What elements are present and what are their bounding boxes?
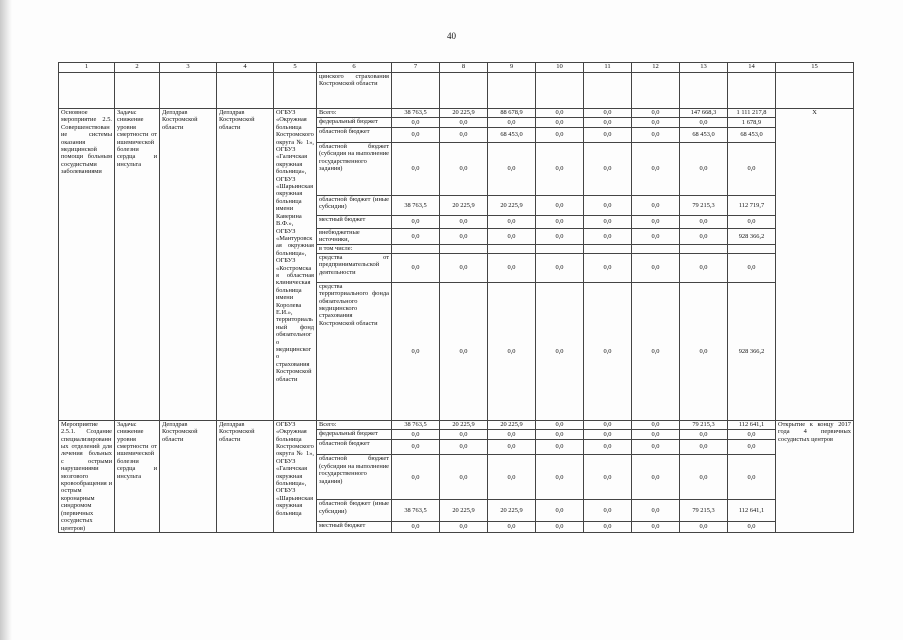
amount-cell: 0,0 [584,439,632,455]
amount-cell: 0,0 [488,253,536,282]
amount-cell: 0,0 [728,430,776,439]
amount-cell [728,244,776,253]
funding-source-cell: в том числе: [317,244,392,253]
amount-cell: 0,0 [632,128,680,143]
funding-source-cell: цинского страхования Костромской области [317,73,392,109]
amount-cell: 0,0 [392,216,440,229]
amount-cell: 0,0 [584,500,632,522]
amount-cell: 1 678,9 [728,118,776,128]
amount-cell: 0,0 [632,196,680,216]
amount-cell: 0,0 [584,128,632,143]
amount-cell: 0,0 [488,455,536,500]
amount-cell: 0,0 [584,430,632,439]
amount-cell: 147 668,3 [680,109,728,118]
amount-cell: 928 366,2 [728,229,776,245]
amount-cell: 0,0 [440,253,488,282]
amount-cell: 0,0 [632,118,680,128]
amount-cell: 0,0 [536,118,584,128]
amount-cell: 112 641,1 [728,420,776,429]
amount-cell: 0,0 [632,253,680,282]
amount-cell: 0,0 [632,109,680,118]
header-cell: 3 [160,63,217,73]
amount-cell: 0,0 [440,455,488,500]
amount-cell: 0,0 [392,522,440,533]
header-cell: 10 [536,63,584,73]
amount-cell: 0,0 [584,143,632,196]
amount-cell: 0,0 [392,282,440,420]
header-cell: 11 [584,63,632,73]
amount-cell: 0,0 [632,420,680,429]
funding-source-cell: внебюджетные источники, [317,229,392,245]
amount-cell: 0,0 [440,118,488,128]
amount-cell: 0,0 [392,229,440,245]
cell [274,73,317,109]
amount-cell: 0,0 [632,143,680,196]
amount-cell [392,244,440,253]
amount-cell: 0,0 [680,143,728,196]
funding-source-cell: областной бюджет [317,439,392,455]
activity-name-cell: Основное мероприятие 2.5. Совершенствование системы оказания медицинской помощи больным сосудистыми заболеваниями [59,109,115,421]
amount-cell: 38 763,5 [392,196,440,216]
header-cell: 13 [680,63,728,73]
amount-cell: 0,0 [536,522,584,533]
amount-cell: 0,0 [680,455,728,500]
amount-cell: 0,0 [584,216,632,229]
funding-source-cell: областной бюджет (субсидия на выполнение государственного задания) [317,143,392,196]
amount-cell: 0,0 [584,109,632,118]
amount-cell: 0,0 [632,439,680,455]
amount-cell: 0,0 [392,253,440,282]
amount-cell: 0,0 [728,439,776,455]
customer-cell: Депздрав Костромской области [217,420,274,532]
cell [728,73,776,109]
amount-cell: 0,0 [440,216,488,229]
cell [392,73,440,109]
amount-cell: 20 225,9 [440,109,488,118]
table-row [59,420,854,429]
amount-cell: 79 215,3 [680,420,728,429]
amount-cell: 0,0 [680,439,728,455]
amount-cell: 0,0 [392,439,440,455]
amount-cell: 0,0 [632,455,680,500]
header-cell: 1 [59,63,115,73]
amount-cell: 0,0 [488,118,536,128]
amount-cell: 0,0 [584,229,632,245]
cell [440,73,488,109]
cell [776,73,854,109]
activity-name-cell: Мероприятие 2.5.1. Создание специализированных отделений для лечения больных с острыми нарушениями мозгового кровообращения и острым коронарным синдромом (первичных сосудистых центров) [59,420,115,532]
amount-cell: 0,0 [632,500,680,522]
header-cell: 6 [317,63,392,73]
amount-cell: 0,0 [728,216,776,229]
amount-cell: 0,0 [536,430,584,439]
amount-cell: 1 111 217,8 [728,109,776,118]
amount-cell: 0,0 [632,282,680,420]
amount-cell: 0,0 [728,143,776,196]
page-number: 40 [447,31,456,41]
funding-source-cell: федеральный бюджет [317,430,392,439]
amount-cell: 0,0 [488,439,536,455]
amount-cell [584,244,632,253]
amount-cell: 0,0 [392,455,440,500]
executor-cell: ОГБУЗ «Окружная больница Костромского округа № 1», ОГБУЗ «Галичская окружная больница», ОГБУЗ «Шарьинская окружная больница [274,420,317,532]
amount-cell: 0,0 [536,229,584,245]
amount-cell: 0,0 [536,282,584,420]
amount-cell: 112 641,1 [728,500,776,522]
amount-cell: 0,0 [728,522,776,533]
amount-cell: 928 366,2 [728,282,776,420]
funding-source-cell: местный бюджет [317,522,392,533]
amount-cell: 0,0 [440,128,488,143]
funding-source-cell: областной бюджет [317,128,392,143]
header-cell: 7 [392,63,440,73]
cell [488,73,536,109]
amount-cell: 38 763,5 [392,109,440,118]
amount-cell: 0,0 [488,143,536,196]
amount-cell: 0,0 [632,216,680,229]
header-row [59,63,854,73]
amount-cell [536,244,584,253]
amount-cell: 0,0 [680,229,728,245]
amount-cell: 0,0 [728,253,776,282]
coordinator-cell: Депздрав Костромской области [160,420,217,532]
amount-cell: 0,0 [440,143,488,196]
amount-cell: 0,0 [632,430,680,439]
amount-cell: 0,0 [584,118,632,128]
header-cell: 4 [217,63,274,73]
header-cell: 15 [776,63,854,73]
amount-cell: 0,0 [392,430,440,439]
expected-result-cell: Открытие к концу 2017 года 4 первичных сосудистых центров [776,420,854,532]
amount-cell: 0,0 [584,455,632,500]
amount-cell: 0,0 [680,216,728,229]
amount-cell: 0,0 [392,143,440,196]
amount-cell: 20 225,9 [440,500,488,522]
header-cell: 14 [728,63,776,73]
header-cell: 8 [440,63,488,73]
cell [160,73,217,109]
amount-cell: 0,0 [392,118,440,128]
amount-cell: 112 719,7 [728,196,776,216]
expected-result-cell: Х [776,109,854,421]
amount-cell: 0,0 [680,522,728,533]
amount-cell: 0,0 [536,455,584,500]
cell [217,73,274,109]
cell [584,73,632,109]
amount-cell: 68 453,0 [728,128,776,143]
amount-cell: 0,0 [632,522,680,533]
task-cell: Задача: снижение уровня смертности от ишемической болезни сердца и инсульта [115,109,160,421]
cell [115,73,160,109]
amount-cell: 79 215,3 [680,196,728,216]
header-cell: 12 [632,63,680,73]
amount-cell: 0,0 [680,253,728,282]
funding-source-cell: местный бюджет [317,216,392,229]
amount-cell: 0,0 [440,522,488,533]
continuation-row [59,73,854,109]
amount-cell: 0,0 [584,196,632,216]
funding-source-cell: федеральный бюджет [317,118,392,128]
amount-cell: 0,0 [536,143,584,196]
amount-cell: 0,0 [488,430,536,439]
cell [632,73,680,109]
amount-cell: 0,0 [680,430,728,439]
amount-cell [680,244,728,253]
amount-cell: 79 215,3 [680,500,728,522]
amount-cell: 20 225,9 [440,420,488,429]
amount-cell: 0,0 [488,282,536,420]
amount-cell: 0,0 [536,420,584,429]
amount-cell: 38 763,5 [392,500,440,522]
table-row [59,109,854,118]
amount-cell: 0,0 [488,229,536,245]
scan-edge-shadow [0,0,12,640]
amount-cell [488,244,536,253]
header-cell: 5 [274,63,317,73]
amount-cell [632,244,680,253]
funding-source-cell: средства территориального фонда обязательного медицинского страхования Костромской области [317,282,392,420]
executor-cell: ОГБУЗ «Окружная больница Костромского округа № 1», ОГБУЗ «Галичская окружная больница», ОГБУЗ «Шарьинская окружная больница имени Каверина В.Ф.», ОГБУЗ «Мантуровская окружная больница», ОГБУЗ «Костромская областная клиническая больница имени Королева Е.И.», территориальный фонд обязательного медицинского страхования Костромской области [274,109,317,421]
amount-cell: 0,0 [728,455,776,500]
amount-cell: 0,0 [440,229,488,245]
task-cell: Задача: снижение уровня смертности от ишемической болезни сердца и инсульта [115,420,160,532]
amount-cell: 20 225,9 [488,500,536,522]
amount-cell: 0,0 [584,253,632,282]
amount-cell: 0,0 [440,282,488,420]
header-cell: 9 [488,63,536,73]
amount-cell: 0,0 [536,216,584,229]
amount-cell: 0,0 [536,253,584,282]
amount-cell: 0,0 [680,118,728,128]
amount-cell: 0,0 [392,128,440,143]
amount-cell: 0,0 [488,522,536,533]
funding-source-cell: областной бюджет (иные субсидии) [317,196,392,216]
amount-cell: 20 225,9 [488,196,536,216]
amount-cell: 0,0 [632,229,680,245]
amount-cell: 20 225,9 [488,420,536,429]
amount-cell: 0,0 [584,282,632,420]
customer-cell: Депздрав Костромской области [217,109,274,421]
amount-cell: 0,0 [536,109,584,118]
amount-cell: 0,0 [536,439,584,455]
amount-cell [440,244,488,253]
amount-cell: 0,0 [536,128,584,143]
amount-cell: 88 678,9 [488,109,536,118]
cell [59,73,115,109]
amount-cell: 0,0 [680,282,728,420]
amount-cell: 0,0 [584,420,632,429]
funding-source-cell: областной бюджет (иные субсидии) [317,500,392,522]
amount-cell: 0,0 [584,522,632,533]
amount-cell: 68 453,0 [680,128,728,143]
header-cell: 2 [115,63,160,73]
amount-cell: 68 453,0 [488,128,536,143]
amount-cell: 0,0 [536,500,584,522]
amount-cell: 0,0 [440,439,488,455]
coordinator-cell: Депздрав Костромской области [160,109,217,421]
funding-source-cell: Всего: [317,420,392,429]
amount-cell: 0,0 [440,430,488,439]
funding-source-cell: Всего: [317,109,392,118]
funding-source-cell: областной бюджет (субсидия на выполнение государственного задания) [317,455,392,500]
budget-table [58,62,854,533]
amount-cell: 0,0 [536,196,584,216]
amount-cell: 20 225,9 [440,196,488,216]
cell [680,73,728,109]
cell [536,73,584,109]
funding-source-cell: средства от предпринимательской деятельности [317,253,392,282]
amount-cell: 0,0 [488,216,536,229]
amount-cell: 38 763,5 [392,420,440,429]
